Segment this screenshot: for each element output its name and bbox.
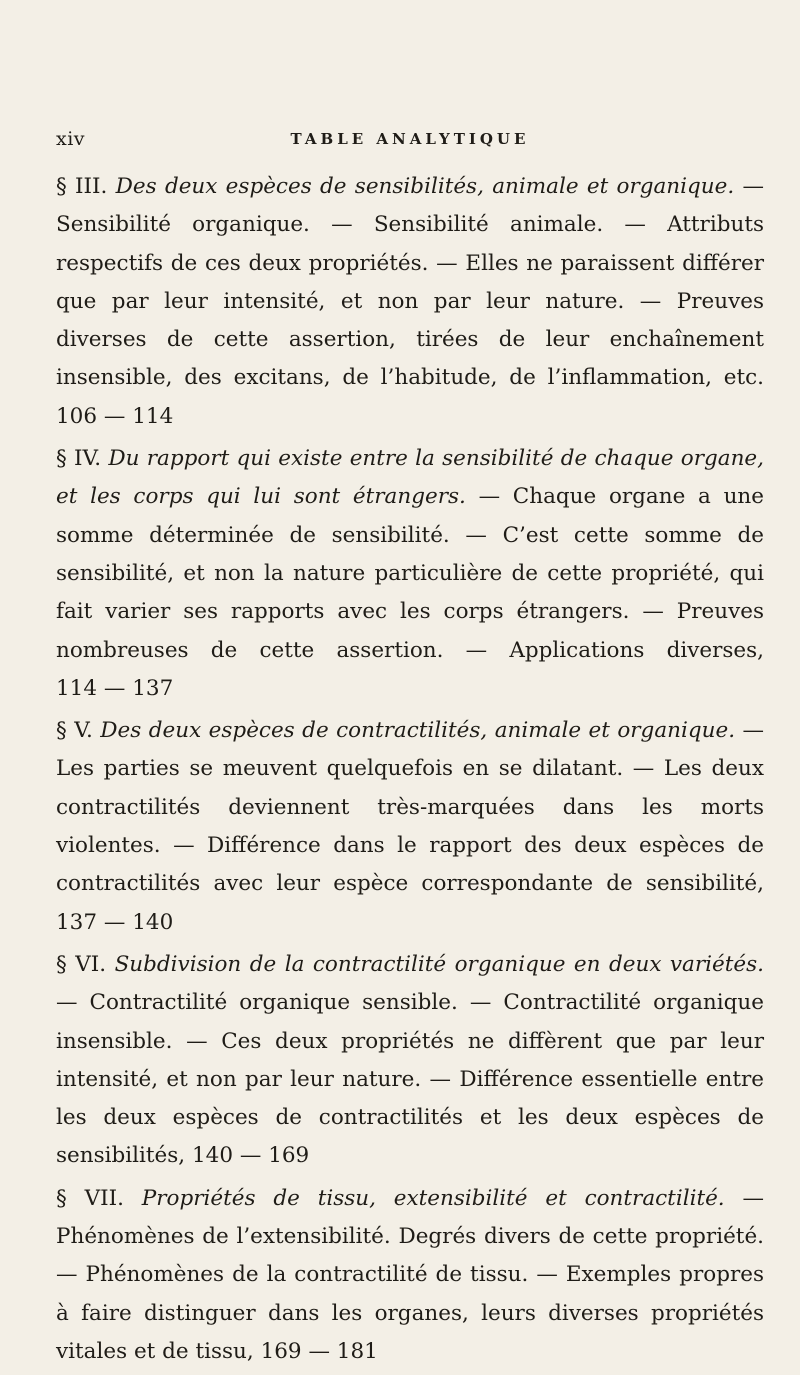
book-page — [56, 0, 764, 1364]
section-number: § III. — [56, 174, 108, 199]
page-header — [56, 128, 764, 158]
page-range: 106 — 114 — [56, 403, 174, 429]
section-number: § IV. — [56, 446, 102, 472]
section-body: — Contractilité organique sensible. — Contractilité organique insensible. — Ces deux propriétés ne diffèrent que par leur intensité, et non par leur nature. — Différence essentielle entre les deux espèces de contractilités et les deux espèces de sensibilités, — [56, 990, 764, 1169]
section-body: — Phénomènes de l’extensibilité. Degrés divers de cette propriété. — Phénomènes de la contractilité de tissu. — Exemples propres à faire distinguer dans les organes, leurs diverses propriétés vitales et de tissu, — [56, 1185, 764, 1364]
section-title: Subdivision de la contractilité organique en deux variétés. — [114, 951, 764, 977]
toc-section-4 — [56, 440, 764, 708]
toc-section-6 — [56, 946, 764, 1176]
section-number: § V. — [56, 718, 93, 744]
toc-section-5 — [56, 712, 764, 942]
section-number: § VII. — [56, 1185, 124, 1211]
section-body: — Chaque organe a une somme déterminée de sensibilité. — C’est cette somme de sensibilité, et non la nature particulière de cette propriété, qui fait varier ses rapports avec les corps étrangers. — Preuves nombreuses de cette assertion. — Applications diverses, — [56, 484, 764, 663]
page-range: 114 — 137 — [56, 675, 174, 701]
section-title: Des deux espèces de contractilités, animale et organique. — [100, 718, 736, 744]
section-body: — Les parties se meuvent quelquefois en se dilatant. — Les deux contractilités deviennent très-marquées dans les morts violentes. — Différence dans le rapport des deux espèces de contractilités avec leur espèce correspondante de sensibilité, — [56, 718, 764, 897]
running-title: TABLE ANALYTIQUE — [290, 130, 530, 148]
section-body: — Sensibilité organique. — Sensibilité animale. — Attributs respectifs de ces deux propriétés. — Elles ne paraissent différer que par leur intensité, et non par leur nature. — Preuves diverses de cette assertion, tirées de leur enchaînement insensible, des excitans, de l’habitude, de l’inflammation, etc. — [56, 174, 764, 391]
section-number: § VI. — [56, 951, 107, 977]
table-of-contents — [56, 168, 764, 1375]
toc-section-3 — [56, 168, 764, 436]
page-range: 140 — 169 — [191, 1143, 310, 1169]
toc-section-7 — [56, 1180, 764, 1371]
section-title: Propriétés de tissu, extensibilité et contractilité. — [141, 1185, 725, 1211]
page-number: xiv — [56, 128, 86, 150]
page-range: 137 — 140 — [56, 909, 174, 935]
section-title: Du rapport qui existe entre la sensibilité de chaque organe, et les corps qui lui sont étrangers. — [56, 446, 764, 510]
page-range: 169 — 181 — [260, 1338, 378, 1364]
section-title: Des deux espèces de sensibilités, animale et organique. — [115, 174, 735, 199]
